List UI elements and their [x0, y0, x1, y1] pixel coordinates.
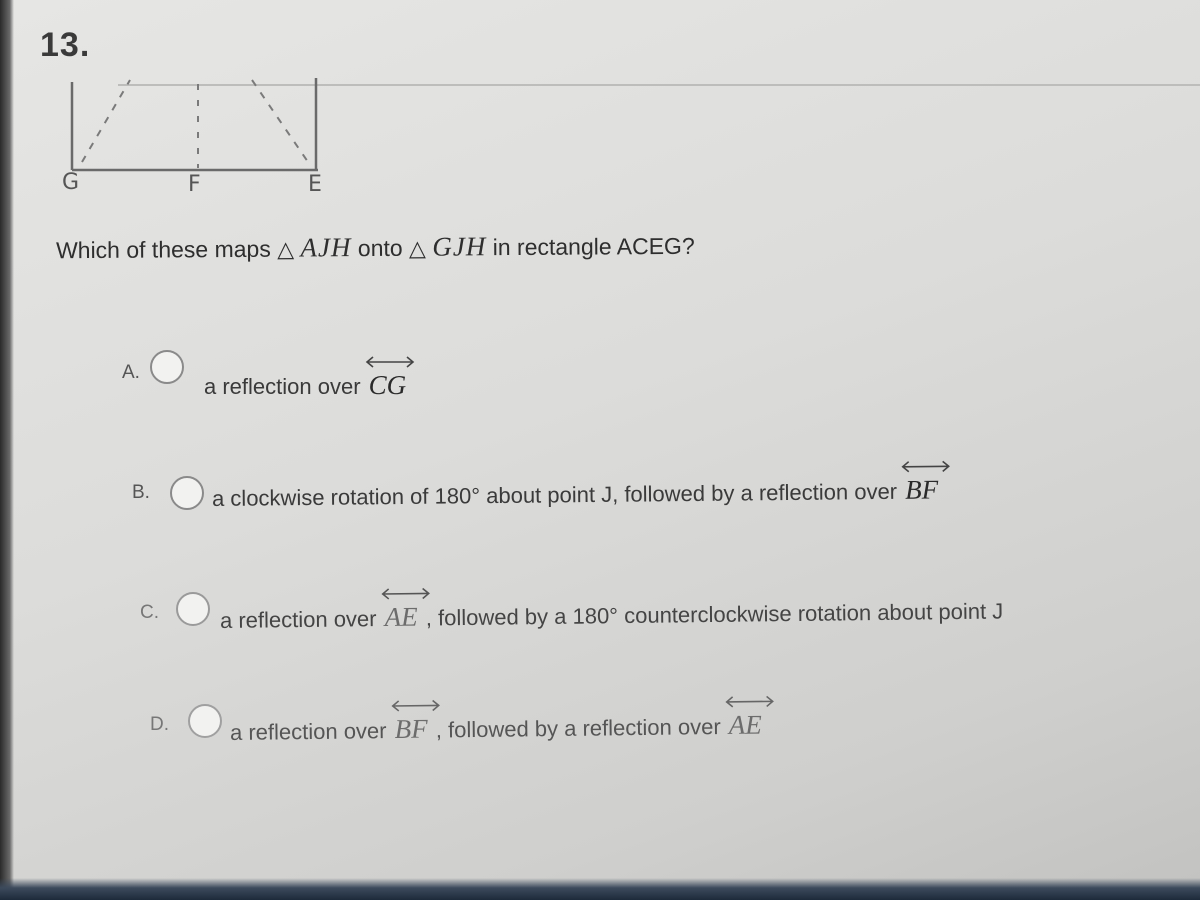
option-text [212, 474, 940, 513]
rectangle-figure [60, 70, 350, 200]
line-notation [392, 714, 429, 745]
line-notation [382, 602, 419, 633]
option-text-before: a reflection over [204, 374, 361, 399]
double-arrow-icon [390, 699, 440, 712]
triangle-icon: △ [277, 237, 295, 263]
option-text-before: a clockwise rotation of 180° about point J, followed by a reflection over [211, 478, 898, 511]
option-b-radio[interactable] [170, 476, 204, 510]
option-a-radio[interactable] [150, 350, 184, 384]
dashed-diagonal-right [252, 80, 308, 162]
line-name: AE [728, 709, 762, 740]
triangle-1-name: AJH [300, 232, 352, 263]
line-name: BF [394, 713, 428, 744]
question-suffix: in rectangle ACEG? [492, 232, 695, 261]
option-letter: B. [132, 482, 150, 503]
double-arrow-icon [901, 460, 951, 473]
option-letter: C. [140, 602, 159, 623]
option-d-radio[interactable] [188, 704, 222, 738]
line-notation [903, 474, 940, 505]
line-name: BF [905, 474, 939, 505]
triangle-2-name: GJH [432, 231, 487, 262]
vertex-label-f: F [188, 172, 201, 197]
screen-bezel-bottom [0, 878, 1200, 900]
line-name: AE [384, 601, 418, 632]
question-number: 13. [40, 26, 91, 64]
double-arrow-icon [724, 695, 774, 708]
option-text [230, 709, 764, 747]
option-text-before: a reflection over [219, 606, 377, 633]
vertex-label-g: G [62, 170, 80, 195]
rectangle-diagram [60, 70, 350, 200]
double-arrow-icon [365, 356, 415, 368]
triangle-icon: △ [408, 236, 427, 262]
line-notation [367, 370, 409, 401]
dashed-diagonal-left [82, 80, 130, 162]
option-text [220, 594, 1004, 635]
option-text-middle: , followed by a reflection over [435, 714, 721, 743]
option-c-radio[interactable] [176, 592, 210, 626]
question-mid: onto [357, 234, 403, 262]
line-notation [727, 709, 764, 740]
screen-bezel-left [0, 0, 14, 900]
option-letter: D. [150, 714, 169, 735]
question-text [56, 230, 695, 265]
double-arrow-icon [380, 587, 430, 600]
option-text-before: a reflection over [229, 718, 387, 745]
line-name: CG [368, 370, 407, 400]
option-text-middle: , followed by a 180° counterclockwise rotation about point J [425, 598, 1004, 631]
question-prefix: Which of these maps [55, 235, 271, 264]
option-text [204, 370, 408, 401]
vertex-label-e: E [308, 172, 322, 197]
option-letter: A. [122, 362, 140, 383]
